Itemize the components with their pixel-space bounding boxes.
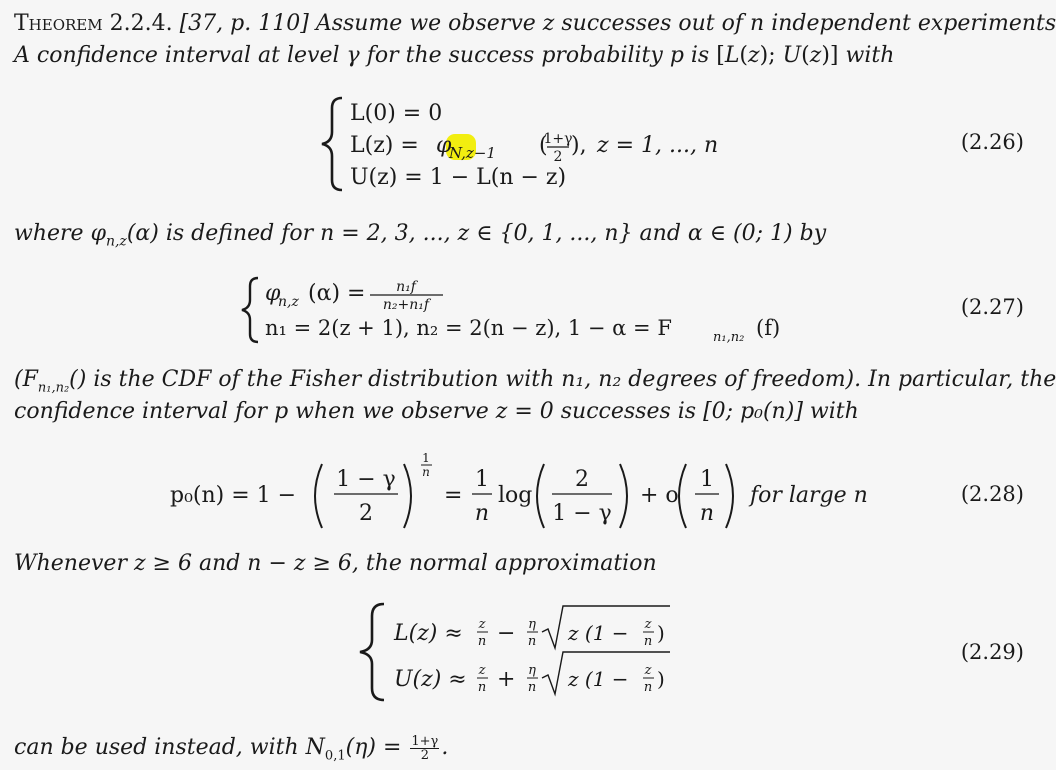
eq226-range: z = 1, ..., n [597, 133, 719, 158]
eq-number-2-29: (2.29) [960, 640, 1024, 664]
para3-b: () is the CDF of the Fisher distribution with n₁, n₂ degrees of freedom). In particular, the [69, 367, 1056, 392]
theorem-text-2b: for the success probability p is [366, 43, 710, 68]
theorem-label: Theorem [14, 11, 103, 36]
brace-icon [360, 604, 384, 700]
eq227-lhs-rest: (α) = [308, 281, 366, 306]
eq226-row3: U(z) = 1 − L(n − z) [350, 165, 567, 190]
theorem-citation: [37, p. 110] [179, 11, 309, 36]
eq226-paren-right: ), [571, 133, 587, 158]
eq229-r1-inner-den: n [643, 634, 653, 649]
eq229-row2-lhs: U(z) ≈ [394, 667, 467, 692]
equation-2-28 [0, 448, 1024, 548]
eq228-plus-o: + o [640, 483, 679, 508]
para4-text: Whenever z ≥ 6 and n − z ≥ 6, the normal approximation [14, 551, 657, 576]
eq228-lhs: p₀(n) = 1 − [170, 483, 297, 508]
para2-phi: φ [90, 221, 106, 246]
eq229-r2-feta-num: η [528, 663, 536, 678]
eq229-r1-root-b: ) [657, 621, 665, 645]
theorem-text-2a: A confidence interval at level [14, 43, 340, 68]
eq228-frac3-den: 1 − γ [552, 501, 612, 526]
para5-c: . [441, 735, 449, 760]
eq226-phi-subscript: N,z−1 [449, 144, 496, 162]
brace-icon [242, 278, 258, 342]
eq227-frac-den: n₂+n₁f [382, 297, 430, 313]
eq228-exp-num: 1 [422, 451, 430, 465]
eq227-frac-num: n₁f [396, 279, 416, 295]
para3-a: (F [14, 367, 38, 392]
eq226-row1: L(0) = 0 [350, 101, 443, 126]
eq226-frac-num: 1+γ [543, 131, 573, 147]
eq229-r1-inner-num: z [644, 617, 652, 632]
theorem-text-1c: independent experiments [771, 11, 1056, 36]
eq-number-2-27: (2.27) [960, 295, 1024, 319]
brace-icon [322, 98, 342, 190]
equation-2-26 [0, 90, 1024, 200]
para-whenever [14, 550, 657, 578]
eq229-r2-inner-num: z [644, 663, 652, 678]
eq227-row2: n₁ = 2(z + 1), n₂ = 2(n − z), 1 − α = F [265, 316, 672, 340]
eq-number-2-26: (2.26) [960, 130, 1024, 154]
para-final [14, 734, 448, 770]
theorem-text-1b: successes out of [561, 11, 744, 36]
eq228-exp-den: n [422, 465, 430, 479]
eq229-r2-root-b: ) [657, 667, 665, 691]
para5-frac-num: 1+γ [411, 733, 439, 749]
eq229-row1-lhs: L(z) ≈ [394, 621, 463, 646]
para-fisher-1 [14, 366, 1056, 402]
eq228-log: log [498, 483, 533, 508]
eq227-row2-tail: (f) [756, 316, 781, 340]
eq227-phi-sub: n,z [278, 294, 299, 310]
eq227-row2-sub: n₁,n₂ [713, 330, 745, 345]
eq229-r1-root-a: z (1 − [568, 621, 629, 645]
para2-text-a: where [14, 221, 84, 246]
eq228-equals: = [444, 483, 463, 508]
eq226-phi: φ [436, 133, 452, 158]
eq229-r2-root-a: z (1 − [568, 667, 629, 691]
eq228-frac1-num: 1 − γ [336, 467, 396, 492]
eq228-tail: for large n [750, 483, 868, 508]
eq228-frac2-den: n [474, 501, 490, 526]
eq229-r1-minus: − [497, 621, 516, 646]
para5-b: (η) = [345, 735, 409, 760]
equation-2-29 [0, 596, 1024, 708]
eq228-frac4-den: n [699, 501, 715, 526]
eq229-r2-inner-den: n [643, 680, 653, 695]
eq227-phi: φ [265, 281, 281, 306]
eq226-row2-lhs: L(z) = [350, 133, 419, 158]
theorem-number: 2.2.4. [109, 11, 173, 36]
eq229-r2-fz-den: n [477, 680, 487, 695]
para2-text-b: (α) is defined for n = 2, 3, ..., z ∈ {0, 1, ..., n} and α ∈ (0; 1) by [126, 221, 827, 246]
eq226-paren-left: ( [539, 133, 548, 158]
eq229-r2-fz-num: z [478, 663, 486, 678]
eq228-frac2-num: 1 [475, 467, 489, 492]
para2-sub: n,z [105, 233, 127, 250]
eq229-r1-feta-num: η [528, 617, 536, 632]
para5-frac-den: 2 [420, 747, 429, 763]
eq229-r1-fz-num: z [478, 617, 486, 632]
para-fisher-2 [14, 398, 859, 426]
eq229-r1-fz-den: n [477, 634, 487, 649]
eq228-frac4-num: 1 [700, 467, 714, 492]
para3-sub: n₁,n₂ [37, 380, 70, 396]
para5-a: can be used instead, with N [14, 735, 325, 760]
theorem-line-2: A confidence interval at level γ for the success probability p is [L(z); U(z)] with [14, 43, 895, 68]
eq229-r2-feta-den: n [527, 680, 537, 695]
eq229-r2-plus: + [497, 667, 516, 692]
equation-2-27 [0, 272, 1024, 352]
eq228-frac3-num: 2 [575, 467, 589, 492]
para5-sub: 0,1 [324, 748, 346, 764]
eq229-r1-feta-den: n [527, 634, 537, 649]
eq-number-2-28: (2.28) [960, 482, 1024, 506]
eq228-frac1-den: 2 [359, 501, 373, 526]
theorem-line-1: Theorem 2.2.4. [37, p. 110] Assume we observe z successes out of n independent experiments [14, 11, 1056, 36]
theorem-text-2c: with [845, 43, 895, 68]
eq226-frac-den: 2 [553, 149, 563, 165]
theorem-text-1a: Assume we observe [315, 11, 536, 36]
para3-line2: confidence interval for p when we observe z = 0 successes is [0; p₀(n)] with [14, 399, 859, 424]
para-where [14, 220, 826, 255]
